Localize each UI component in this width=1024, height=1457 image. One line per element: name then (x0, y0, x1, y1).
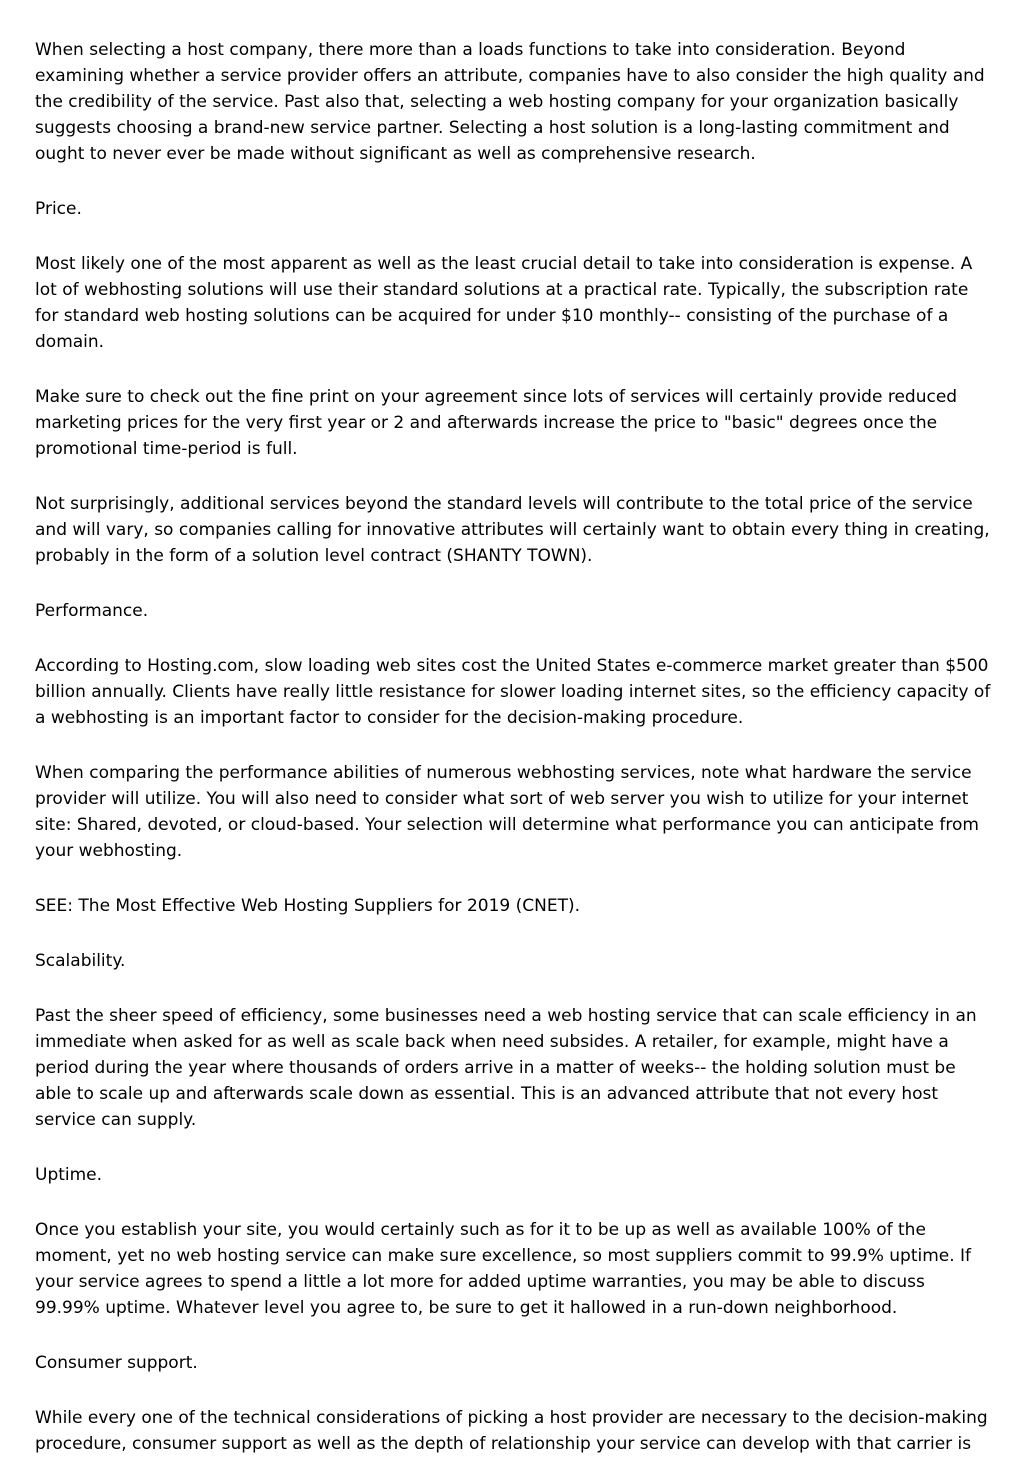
paragraph-scalability: Past the sheer speed of efficiency, some businesses need a web hosting service that can scale efficiency in an immediate when asked for as well as scale back when need subsides. A retailer, for example, might have a period during the year where thousands of orders arrive in a matter of weeks-- the holding solution must be able to scale up and afterwards scale down as essential. This is an advanced attribute that not every host service can supply. (35, 1006, 977, 1130)
paragraph-price-fine-print: Make sure to check out the fine print on your agreement since lots of services will certainly provide reduced marketing prices for the very first year or 2 and afterwards increase the price to "basic" degrees once the promotional time-period is full. (35, 387, 958, 459)
paragraph-uptime: Once you establish your site, you would certainly such as for it to be up as well as available 100% of the moment, yet no web hosting service can make sure excellence, so most suppliers commit to 99.9% uptime. If your service agrees to spend a little a lot more for added uptime warranties, you may be able to discuss 99.99% uptime. Whatever level you agree to, be sure to get it hallowed in a run-down neighborhood. (35, 1220, 972, 1318)
paragraph-performance-loading: According to Hosting.com, slow loading web sites cost the United States e-commerce market greater than $500 billion annually. Clients have really little resistance for slower loading internet sites, so the efficiency capacity of a webhosting is an important factor to consider for the decision-making procedure. (35, 656, 991, 728)
heading-uptime: Uptime. (35, 1165, 103, 1185)
heading-performance: Performance. (35, 601, 149, 621)
heading-price: Price. (35, 199, 82, 219)
paragraph-price-cost: Most likely one of the most apparent as well as the least crucial detail to take into consideration is expense. A lot of webhosting solutions will use their standard solutions at a practical rate. Typically, the subscription rate for standard web hosting solutions can be acquired for under $10 monthly-- consisting of the purchase of a domain. (35, 254, 973, 352)
paragraph-price-additional: Not surprisingly, additional services beyond the standard levels will contribute to the total price of the service and will vary, so companies calling for innovative attributes will certainly want to obtain every thing in creating, probably in the form of a solution level contract (SHANTY TOWN). (35, 494, 990, 566)
paragraph-consumer-support: While every one of the technical considerations of picking a host provider are necessary to the decision-making procedure, consumer support as well as the depth of relationship your service can develop with that carrier is (35, 1408, 988, 1454)
paragraph-intro: When selecting a host company, there more than a loads functions to take into consideration. Beyond examining whether a service provider offers an attribute, companies have to also consider the high quality and the credibility of the service. Past also that, selecting a web hosting company for your organization basically suggests choosing a brand-new service partner. Selecting a host solution is a long-lasting commitment and ought to never ever be made without significant as well as comprehensive research. (35, 40, 985, 164)
heading-scalability: Scalability. (35, 951, 126, 971)
heading-consumer-support: Consumer support. (35, 1353, 198, 1373)
paragraph-performance-hardware: When comparing the performance abilities of numerous webhosting services, note what hardware the service provider will utilize. You will also need to consider what sort of web server you wish to utilize for your internet site: Shared, devoted, or cloud-based. Your selection will determine what performance you can anticipate from your webhosting. (35, 763, 979, 861)
paragraph-see-reference: SEE: The Most Effective Web Hosting Suppliers for 2019 (CNET). (35, 896, 580, 916)
